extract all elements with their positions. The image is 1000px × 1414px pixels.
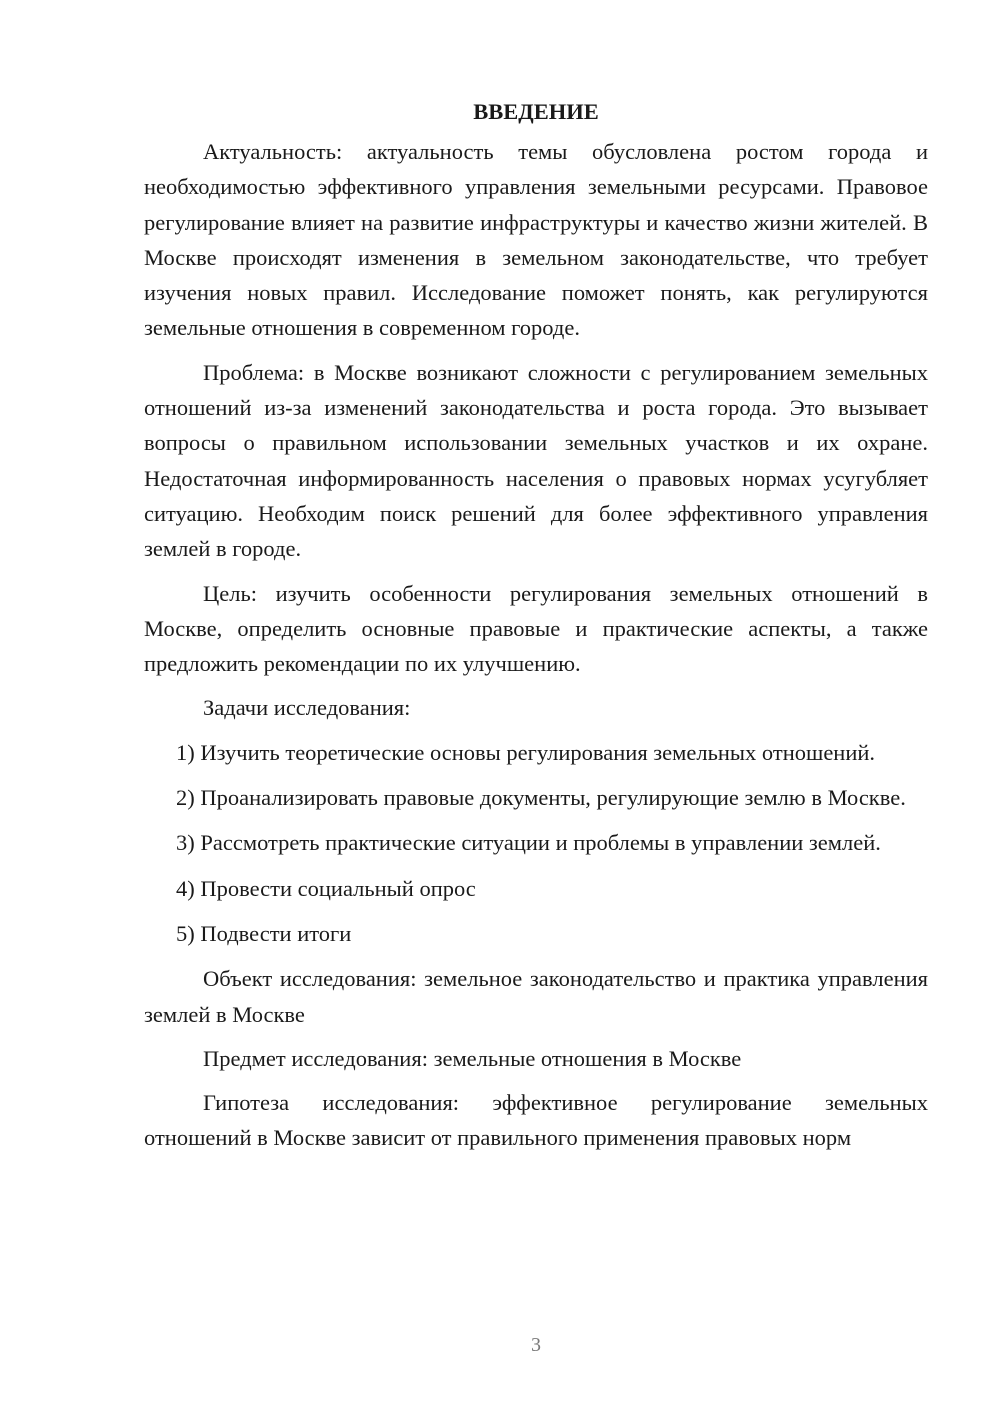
- task-item: 3) Рассмотреть практические ситуации и проблемы в управлении землей.: [176, 830, 881, 856]
- problem-paragraph: Проблема: в Москве возникают сложности с регулированием земельных отношений из-за изменений законодательства и роста города. Это вызывает вопросы о правильном использовании земельных участков и их охране. Недостаточная информированность населения о правовых нормах усугубляет ситуацию. Необходим поиск решений для более эффективного управления землей в городе.: [144, 359, 928, 562]
- hypothesis-paragraph: Гипотеза исследования: эффективное регулирование земельных отношений в Москве зависит от правильного применения правовых норм: [144, 1090, 928, 1151]
- task-item: 1) Изучить теоретические основы регулирования земельных отношений.: [176, 739, 876, 765]
- goal-paragraph: Цель: изучить особенности регулирования земельных отношений в Москве, определить основные правовые и практические аспекты, а также предложить рекомендации по их улучшению.: [144, 580, 928, 677]
- relevance-paragraph: Актуальность: актуальность темы обусловлена ростом города и необходимостью эффективного управления земельными ресурсами. Правовое регулирование влияет на развитие инфраструктуры и качество жизни жителей. В Москве происходят изменения в земельном законодательстве, что требует изучения новых правил. Исследование поможет понять, как регулируются земельные отношения в современном городе.: [144, 139, 928, 341]
- section-heading: ВВЕДЕНИЕ: [473, 99, 599, 124]
- tasks-intro: Задачи исследования:: [203, 695, 411, 721]
- task-item: 2) Проанализировать правовые документы, регулирующие землю в Москве.: [176, 785, 906, 811]
- task-item: 4) Провести социальный опрос: [176, 875, 476, 901]
- document-body: [144, 97, 928, 1165]
- page-number: 3: [531, 1334, 541, 1356]
- task-item: 5) Подвести итоги: [176, 920, 352, 946]
- object-paragraph: Объект исследования: земельное законодательство и практика управления землей в Москве: [144, 966, 928, 1027]
- subject-paragraph: Предмет исследования: земельные отношения в Москве: [203, 1045, 742, 1071]
